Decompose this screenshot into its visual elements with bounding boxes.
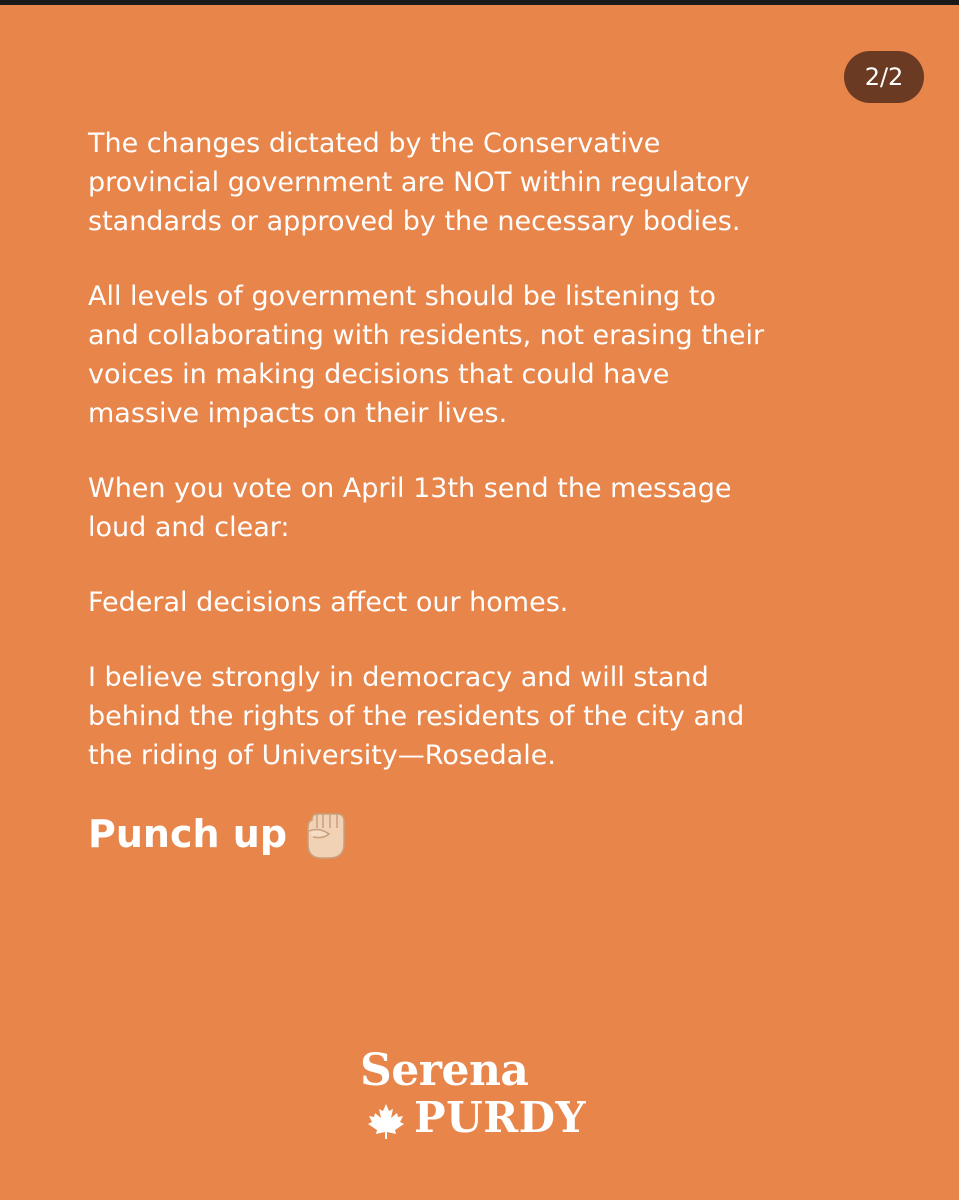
logo-last-name: PURDY: [414, 1093, 587, 1142]
post-body: [88, 124, 888, 811]
paragraph-listening: [88, 277, 888, 433]
logo-first-name: Serena: [360, 1045, 529, 1096]
text-line: provincial government are NOT within regulatory: [88, 167, 750, 198]
paragraph-vote: [88, 469, 888, 547]
text-line: All levels of government should be listening to: [88, 281, 716, 312]
text-line: When you vote on April 13th send the message: [88, 473, 732, 504]
text-line: and collaborating with residents, not erasing their: [88, 320, 765, 351]
text-line: Federal decisions affect our homes.: [88, 587, 569, 618]
paragraph-federal: [88, 583, 888, 622]
text-line: voices in making decisions that could have: [88, 359, 670, 390]
paragraph-regulatory: [88, 124, 888, 241]
text-line: the riding of University—Rosedale.: [88, 740, 556, 771]
maple-leaf-icon: [366, 1102, 406, 1140]
text-line: The changes dictated by the Conservative: [88, 128, 661, 159]
tagline-text: Punch up: [88, 812, 288, 856]
text-line: standards or approved by the necessary bodies.: [88, 206, 741, 237]
tagline: [88, 806, 353, 862]
text-line: loud and clear:: [88, 512, 290, 543]
candidate-logo: [356, 1046, 606, 1146]
paragraph-democracy: [88, 658, 888, 775]
page-counter-badge: 2/2: [844, 51, 924, 103]
text-line: behind the rights of the residents of the city and: [88, 701, 745, 732]
text-line: I believe strongly in democracy and will stand: [88, 662, 709, 693]
text-line: massive impacts on their lives.: [88, 398, 508, 429]
top-edge-bar: [0, 0, 959, 5]
raised-fist-icon: [299, 806, 353, 862]
